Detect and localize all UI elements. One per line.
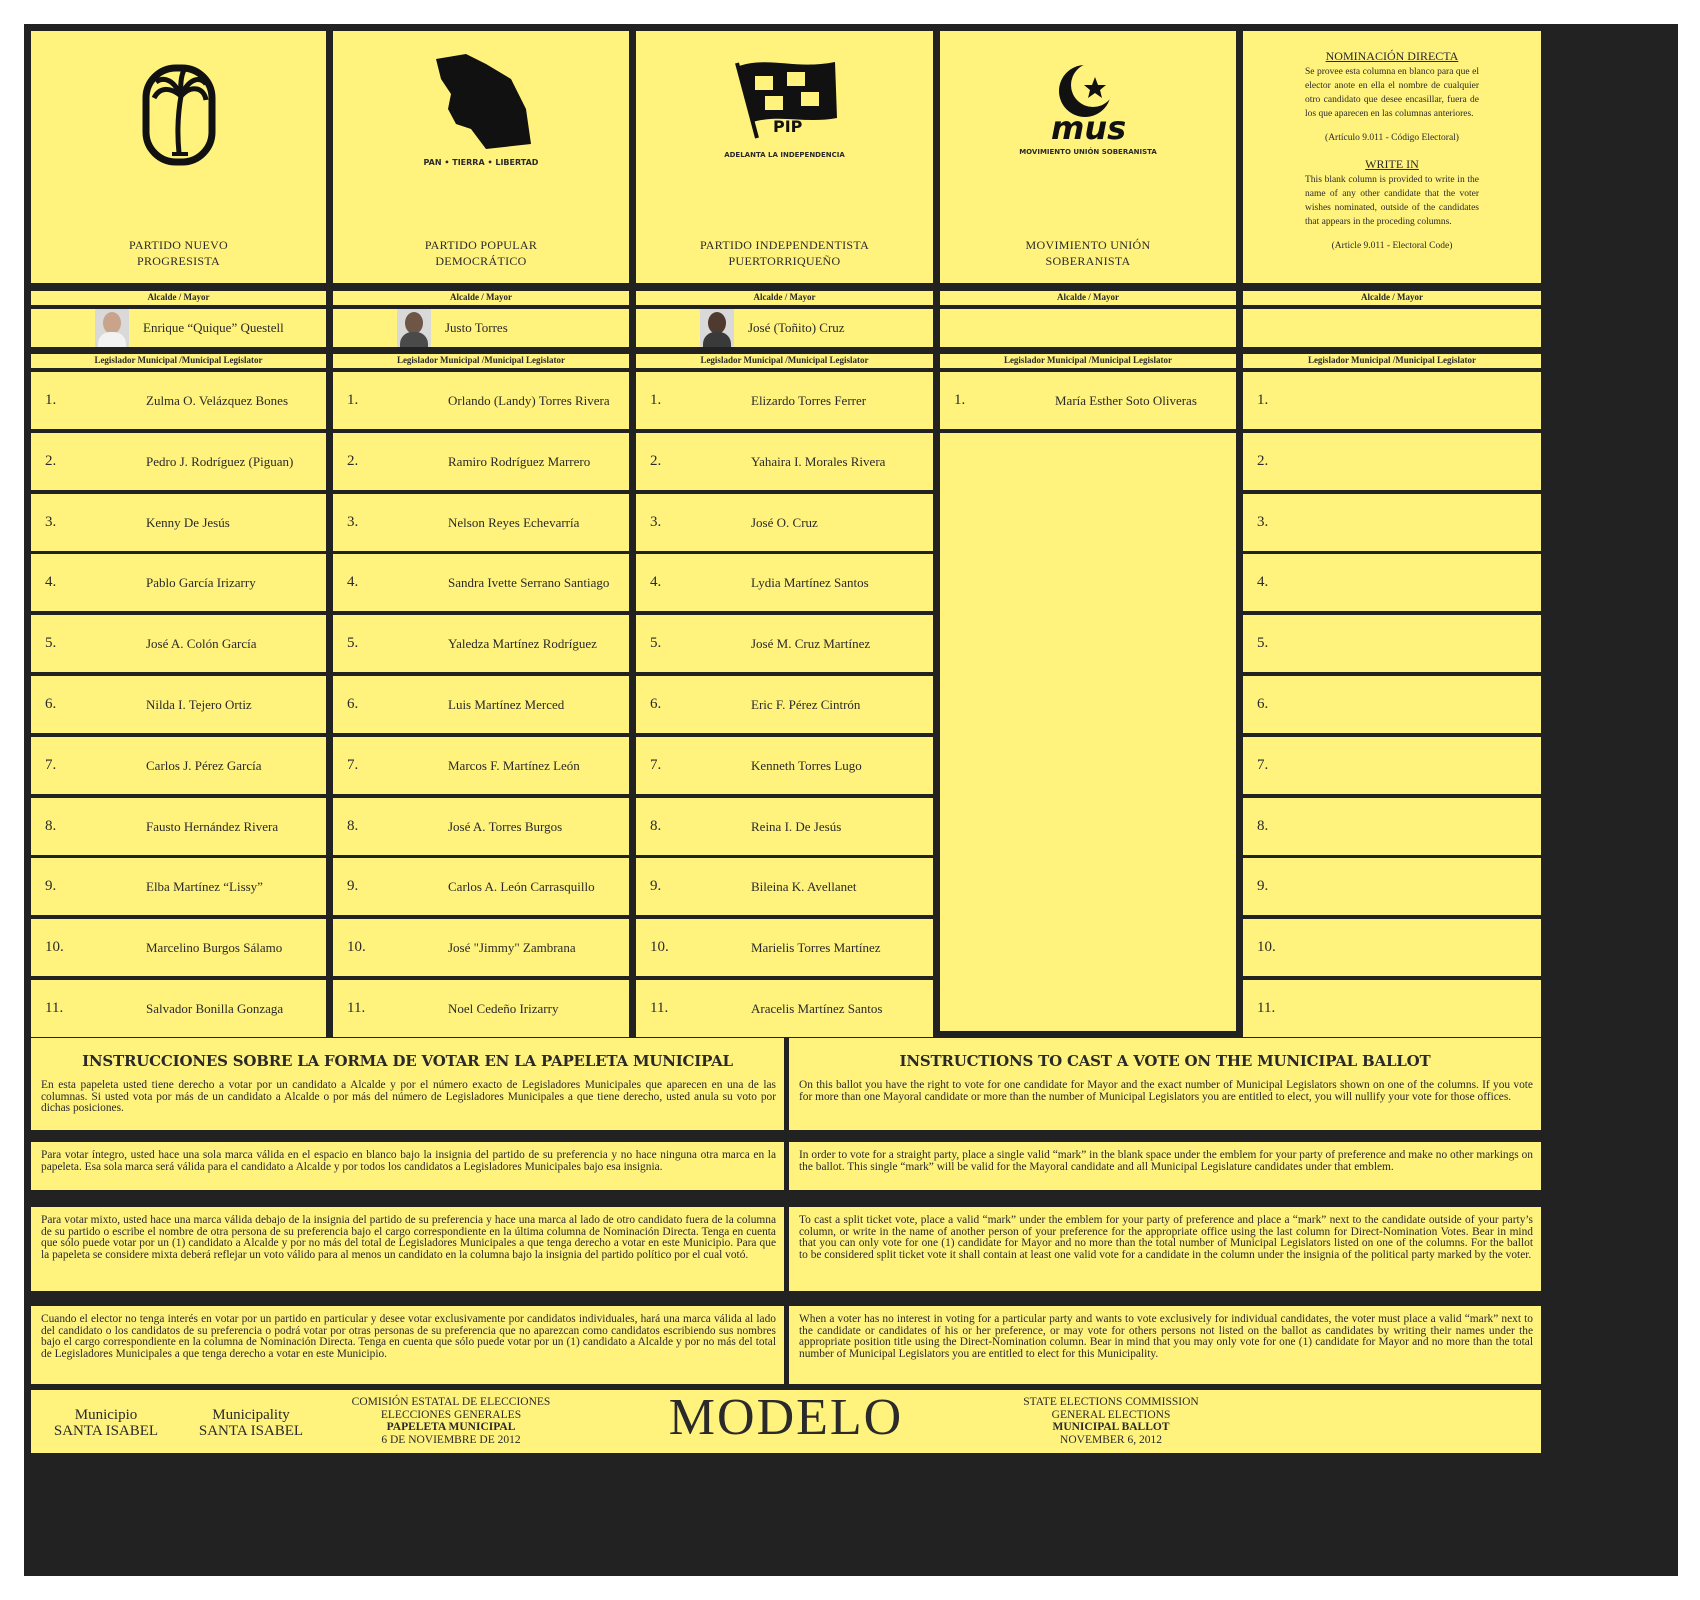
straight-vote-es — [31, 1142, 784, 1190]
municipio-value: SANTA ISABEL — [53, 1423, 159, 1439]
candidate-name: Marcos F. Martínez León — [448, 757, 580, 773]
ppd-emblem — [333, 43, 629, 173]
ballot-type-es: PAPELETA MUNICIPAL — [386, 1421, 516, 1433]
legislator-row[interactable] — [31, 554, 326, 611]
candidate-photo — [700, 309, 734, 347]
party-name-line1: PARTIDO NUEVO — [128, 238, 229, 252]
split-vote-en — [789, 1207, 1541, 1291]
mayor-name: Justo Torres — [445, 320, 508, 335]
election-date-en: NOVEMBER 6, 2012 — [1060, 1433, 1162, 1446]
write-in-row[interactable] — [1243, 433, 1541, 490]
ballot — [24, 24, 1678, 1576]
row-number: 1. — [45, 392, 57, 408]
candidate-name: Salvador Bonilla Gonzaga — [146, 1000, 284, 1016]
candidate-name: Bileina K. Avellanet — [751, 878, 857, 894]
row-number: 5. — [650, 635, 662, 651]
row-number: 10. — [347, 939, 366, 955]
ballot-type-en: MUNICIPAL BALLOT — [1052, 1421, 1170, 1433]
row-number: 7. — [347, 757, 359, 773]
pava-profile-icon — [426, 49, 536, 154]
candidate-name: Yahaira I. Morales Rivera — [751, 453, 886, 469]
legislator-row[interactable] — [31, 372, 326, 429]
candidate-vote-es — [31, 1306, 784, 1384]
row-number: 10. — [45, 939, 64, 955]
party-name-line2: DEMOCRÁTICO — [435, 254, 527, 268]
row-number: 10. — [1257, 939, 1276, 955]
instructions-intro-en: On this ballot you have the right to vote for one candidate for Mayor and the exact number of Municipal Legislators shown on one of the columns. If you vote for more than one Mayoral candidate or more than the number of Municipal Legislators you are entitled to elect, you will nullify your vote for those offices. — [799, 1079, 1533, 1103]
candidate-name: Elba Martínez “Lissy” — [146, 878, 263, 894]
municipality-label: Municipality — [212, 1407, 290, 1423]
candidate-name: Pablo García Irizarry — [146, 574, 256, 590]
write-in-row[interactable] — [1243, 858, 1541, 915]
legislator-row[interactable] — [31, 433, 326, 490]
candidate-name: Nilda I. Tejero Ortiz — [146, 696, 252, 712]
mayor-label: Alcalde / Mayor — [1243, 291, 1541, 305]
row-number: 8. — [1257, 818, 1269, 834]
candidate-name: Carlos A. León Carrasquillo — [448, 878, 595, 894]
row-number: 4. — [1257, 574, 1269, 590]
write-in-article-es: (Artículo 9.011 - Código Electoral) — [1325, 133, 1459, 143]
candidate-name: José M. Cruz Martínez — [751, 635, 871, 651]
candidate-vote-text-en: When a voter has no interest in voting for a particular party and wants to vote exclusively for individual candidates, the voter must place a valid “mark” next to the candidate or candidates of his or her preference, or may vote for others persons not listed on the ballot as candidates by writing their names under the appropriate position title using the Direct-Nomination column. Bear in mind that you may only vote for one (1) candidate for Mayor and no more than the total number of Municipal Legislators you are entitled to elect for this Municipality. — [799, 1313, 1533, 1360]
mayor-candidate[interactable] — [31, 309, 326, 347]
legislator-row[interactable] — [333, 980, 629, 1037]
instructions-en — [789, 1038, 1541, 1130]
row-number: 4. — [347, 574, 359, 590]
instructions-title-en: INSTRUCTIONS TO CAST A VOTE ON THE MUNICIPAL BALLOT — [899, 1052, 1431, 1070]
candidate-photo — [95, 309, 129, 347]
straight-vote-text-en: In order to vote for a straight party, place a single valid “mark” in the blank space under the emblem for your party of preference and make no other markings on the ballot. This single “mark” will be valid for the Mayoral candidate and all Municipal Legislature candidates under that emblem. — [799, 1149, 1533, 1173]
row-number: 2. — [650, 453, 662, 469]
instructions-intro-es: En esta papeleta usted tiene derecho a votar por un candidato a Alcalde y por el número exacto de Legisladores Municipales que aparecen en una de las columnas. Si usted vota por más de un candidato a Alcalde o por más del número de Legisladores Municipales a que tiene derecho, usted anula su voto por dichas posiciones. — [41, 1079, 776, 1114]
commission-name-en: STATE ELECTIONS COMMISSION — [1023, 1396, 1199, 1408]
row-number: 1. — [954, 392, 966, 408]
row-number: 2. — [1257, 453, 1269, 469]
candidate-name: José A. Torres Burgos — [448, 818, 563, 834]
row-number: 7. — [45, 757, 57, 773]
candidate-name: Lydia Martínez Santos — [751, 574, 869, 590]
row-number: 6. — [45, 696, 57, 712]
candidate-name: Eric F. Pérez Cintrón — [751, 696, 861, 712]
modelo-watermark: MODELO — [668, 1390, 904, 1446]
legislator-label: Legislador Municipal /Municipal Legislator — [1243, 354, 1541, 368]
write-in-article-en: (Article 9.011 - Electoral Code) — [1331, 241, 1453, 251]
legislator-row[interactable] — [333, 919, 629, 976]
legislator-row[interactable] — [31, 858, 326, 915]
row-number: 11. — [347, 1000, 366, 1016]
legislator-label: Legislador Municipal /Municipal Legislator — [636, 354, 933, 368]
split-vote-text-en: To cast a split ticket vote, place a valid “mark” under the emblem for your party of preference and place a “mark” next to the candidate outside of your party’s column, or write in the name of another person of your preference for the appropriate office using the last column for Direct-Nomination Votes. Bear in mind that you can only vote for one (1) candidate for Mayor and no more than the total number of Municipal Legislators listed on one of the columns. For the ballot to be considered split ticket vote it shall contain at least one valid vote for a candidate in the column under the insignia of the political party marked by the voter. — [799, 1214, 1533, 1261]
party-name-line1: PARTIDO INDEPENDENTISTA — [699, 238, 870, 252]
candidate-name: Marielis Torres Martínez — [751, 939, 881, 955]
row-number: 3. — [650, 514, 662, 530]
legislator-row[interactable] — [333, 554, 629, 611]
party-header-pnp[interactable] — [31, 31, 326, 283]
candidate-name: José A. Colón García — [146, 635, 257, 651]
candidate-name: Kenny De Jesús — [146, 514, 230, 530]
row-number: 7. — [1257, 757, 1269, 773]
party-name — [940, 237, 1236, 269]
candidate-vote-text-es: Cuando el elector no tenga interés en votar por un partido en particular y desee votar exclusivamente por candidatos individuales, hará una marca válida al lado del candidato o los candidatos de su preferencia o podrá votar por otras personas de su preferencia que no aparezcan como candidatos escribiendo sus nombres bajo el cargo correspondiente en la columna de Nominación Directa. Tenga en cuenta que sólo puede votar por un (1) candidato a Alcalde y por no más del total de Legisladores Municipales a que tenga derecho a votar en este Municipio. — [41, 1313, 776, 1360]
row-number: 11. — [45, 1000, 64, 1016]
instructions-title-es: INSTRUCCIONES SOBRE LA FORMA DE VOTAR EN LA PAPELETA MUNICIPAL — [82, 1052, 733, 1070]
candidate-name: Sandra Ivette Serrano Santiago — [448, 574, 610, 590]
write-in-row[interactable] — [1243, 980, 1541, 1037]
party-name-line2: PROGRESISTA — [136, 254, 221, 268]
candidate-name: Noel Cedeño Irizarry — [448, 1000, 559, 1016]
candidate-name: Yaledza Martínez Rodríguez — [448, 635, 597, 651]
party-name — [333, 237, 629, 269]
legislator-label: Legislador Municipal /Municipal Legislator — [333, 354, 629, 368]
candidate-name: Nelson Reyes Echevarría — [448, 514, 580, 530]
mayor-candidate[interactable] — [333, 309, 629, 347]
legislator-row[interactable] — [636, 615, 933, 672]
legislator-row[interactable] — [31, 919, 326, 976]
mus-caption: MOVIMIENTO UNIÓN SOBERANISTA — [1019, 147, 1157, 156]
row-number: 1. — [347, 392, 359, 408]
mayor-label: Alcalde / Mayor — [940, 291, 1236, 305]
row-number: 9. — [347, 878, 359, 894]
mayor-candidate-empty[interactable] — [940, 309, 1236, 347]
mayor-label: Alcalde / Mayor — [333, 291, 629, 305]
candidate-name: Carlos J. Pérez García — [146, 757, 262, 773]
candidate-name: Ramiro Rodríguez Marrero — [448, 453, 591, 469]
pip-slogan: ADELANTA LA INDEPENDENCIA — [724, 150, 845, 159]
legislator-row[interactable] — [636, 919, 933, 976]
legislator-row[interactable] — [31, 798, 326, 855]
mayor-candidate[interactable] — [636, 309, 933, 347]
pnp-emblem — [31, 43, 326, 173]
mus-emblem — [940, 43, 1236, 173]
party-header-ppd[interactable] — [333, 31, 629, 283]
legislator-row[interactable] — [636, 858, 933, 915]
candidate-name: Pedro J. Rodríguez (Piguan) — [146, 453, 294, 469]
legislator-row[interactable] — [333, 494, 629, 551]
split-vote-text-es: Para votar mixto, usted hace una marca válida debajo de la insignia del partido de su preferencia y hace una marca al lado de otro candidato fuera de la columna de su partido o escribe el nombre de otra persona de su preferencia bajo el cargo correspondiente en la última columna de Nominación Directa. Tenga en cuenta que sólo puede votar por un (1) candidato a Alcalde y por no más del total de Legisladores Municipales a que tenga derecho a votar en este Municipio. Para que la papeleta se considere mixta deberá reflejar un voto válido para al menos un candidato en la columna bajo la insignia del partido político por el cual votó. — [41, 1214, 776, 1261]
party-name — [636, 237, 933, 269]
mus-letters: mus — [1051, 108, 1127, 146]
ballot-footer — [31, 1390, 1541, 1453]
legislator-row[interactable] — [636, 798, 933, 855]
row-number: 9. — [650, 878, 662, 894]
candidate-name: Luis Martínez Merced — [448, 696, 565, 712]
commission-es — [331, 1396, 571, 1446]
party-name-line1: MOVIMIENTO UNIÓN — [1025, 238, 1151, 252]
row-number: 10. — [650, 939, 669, 955]
row-number: 9. — [1257, 878, 1269, 894]
row-number: 5. — [1257, 635, 1269, 651]
write-in-text-es: Se provee esta columna en blanco para que el elector anote en ella el nombre de cualquier otro candidato que desee encasillar, fuera de los que aparecen en las columnas anteriores. — [1305, 67, 1479, 119]
write-in-row[interactable] — [1243, 919, 1541, 976]
party-header-pip[interactable] — [636, 31, 933, 283]
palm-tree-icon — [134, 48, 224, 168]
municipality — [191, 1407, 311, 1439]
row-number: 2. — [347, 453, 359, 469]
election-date-es: 6 DE NOVIEMBRE DE 2012 — [381, 1433, 521, 1446]
row-number: 4. — [650, 574, 662, 590]
split-vote-es — [31, 1207, 784, 1291]
legislator-row[interactable] — [31, 980, 326, 1037]
municipio-label: Municipio — [74, 1407, 138, 1423]
instructions-es — [31, 1038, 784, 1130]
crescent-star-icon — [1033, 61, 1143, 146]
row-number: 11. — [650, 1000, 669, 1016]
municipality-value: SANTA ISABEL — [198, 1423, 304, 1439]
legislator-label: Legislador Municipal /Municipal Legislator — [31, 354, 326, 368]
row-number: 4. — [45, 574, 57, 590]
row-number: 5. — [45, 635, 57, 651]
write-in-text-en: This blank column is provided to write in the name of any other candidate that the voter wishes nominated, outside of the candidates that appears in the proceding columns. — [1305, 175, 1479, 227]
mayor-label: Alcalde / Mayor — [636, 291, 933, 305]
legislator-row[interactable] — [333, 858, 629, 915]
row-number: 8. — [45, 818, 57, 834]
row-number: 1. — [650, 392, 662, 408]
elections-es: ELECCIONES GENERALES — [380, 1408, 522, 1421]
write-in-row[interactable] — [1243, 494, 1541, 551]
legislator-row[interactable] — [31, 494, 326, 551]
legislator-row[interactable] — [333, 615, 629, 672]
mayor-name: Enrique “Quique” Questell — [143, 320, 284, 335]
candidate-name: Zulma O. Velázquez Bones — [146, 392, 288, 408]
legislator-row[interactable] — [636, 433, 933, 490]
candidate-name: José "Jimmy" Zambrana — [448, 939, 576, 955]
party-name-line2: PUERTORRIQUEÑO — [728, 254, 841, 268]
legislator-row[interactable] — [940, 372, 1236, 429]
candidate-name: Marcelino Burgos Sálamo — [146, 939, 283, 955]
write-in-row[interactable] — [1243, 737, 1541, 794]
mayor-label: Alcalde / Mayor — [31, 291, 326, 305]
row-number: 2. — [45, 453, 57, 469]
candidate-name: Reina I. De Jesús — [751, 818, 842, 834]
straight-vote-text-es: Para votar íntegro, usted hace una sola marca válida en el espacio en blanco bajo la insignia del partido de su preferencia y no hace ninguna otra marca en la papeleta. Esa sola marca será válida para el candidato a Alcalde y por todos los candidatos a Legisladores Municipales bajo esa insignia. — [41, 1149, 776, 1173]
row-number: 9. — [45, 878, 57, 894]
mus-blank-area — [940, 433, 1236, 1031]
party-name-line2: SOBERANISTA — [1045, 254, 1131, 268]
legislator-row[interactable] — [31, 676, 326, 733]
candidate-name: Aracelis Martínez Santos — [751, 1000, 883, 1016]
party-name-line1: PARTIDO POPULAR — [424, 238, 538, 252]
pip-letters: PIP — [772, 116, 802, 136]
party-name — [31, 237, 326, 269]
write-in-row[interactable] — [1243, 615, 1541, 672]
party-header-mus[interactable] — [940, 31, 1236, 283]
candidate-name: Kenneth Torres Lugo — [751, 757, 862, 773]
row-number: 8. — [347, 818, 359, 834]
commission-name-es: COMISIÓN ESTATAL DE ELECCIONES — [351, 1396, 551, 1408]
candidate-name: Fausto Hernández Rivera — [146, 818, 279, 834]
write-in-header — [1243, 31, 1541, 283]
legislator-row[interactable] — [636, 494, 933, 551]
legislator-row[interactable] — [333, 372, 629, 429]
row-number: 7. — [650, 757, 662, 773]
candidate-name: Elizardo Torres Ferrer — [751, 392, 867, 408]
mayor-write-in[interactable] — [1243, 309, 1541, 347]
straight-vote-en — [789, 1142, 1541, 1190]
mayor-name: José (Toñito) Cruz — [748, 320, 845, 335]
row-number: 3. — [347, 514, 359, 530]
legislator-row[interactable] — [636, 737, 933, 794]
candidate-name: José O. Cruz — [751, 514, 818, 530]
legislator-row[interactable] — [636, 980, 933, 1037]
write-in-title-en: WRITE IN — [1365, 157, 1419, 171]
legislator-row[interactable] — [636, 676, 933, 733]
write-in-row[interactable] — [1243, 798, 1541, 855]
legislator-row[interactable] — [333, 676, 629, 733]
row-number: 6. — [347, 696, 359, 712]
row-number: 1. — [1257, 392, 1269, 408]
commission-en — [991, 1396, 1231, 1446]
municipio — [51, 1407, 161, 1439]
pip-emblem — [636, 43, 933, 173]
row-number: 8. — [650, 818, 662, 834]
legislator-row[interactable] — [333, 798, 629, 855]
write-in-row[interactable] — [1243, 676, 1541, 733]
candidate-name: María Esther Soto Oliveras — [1055, 392, 1197, 408]
candidate-vote-en — [789, 1306, 1541, 1384]
legislator-row[interactable] — [31, 737, 326, 794]
legislator-row[interactable] — [31, 615, 326, 672]
row-number: 5. — [347, 635, 359, 651]
write-in-row[interactable] — [1243, 554, 1541, 611]
elections-en: GENERAL ELECTIONS — [1051, 1408, 1171, 1421]
row-number: 3. — [1257, 514, 1269, 530]
row-number: 11. — [1257, 1000, 1276, 1016]
row-number: 6. — [1257, 696, 1269, 712]
row-number: 3. — [45, 514, 57, 530]
candidate-photo — [397, 309, 431, 347]
legislator-row[interactable] — [636, 554, 933, 611]
legislator-row[interactable] — [333, 737, 629, 794]
legislator-row[interactable] — [333, 433, 629, 490]
legislator-row[interactable] — [636, 372, 933, 429]
row-number: 6. — [650, 696, 662, 712]
legislator-label: Legislador Municipal /Municipal Legislator — [940, 354, 1236, 368]
candidate-name: Orlando (Landy) Torres Rivera — [448, 392, 610, 408]
write-in-title-es: NOMINACIÓN DIRECTA — [1325, 49, 1459, 63]
write-in-row[interactable] — [1243, 372, 1541, 429]
ppd-slogan: PAN • TIERRA • LIBERTAD — [423, 158, 539, 167]
flag-icon — [725, 58, 845, 143]
